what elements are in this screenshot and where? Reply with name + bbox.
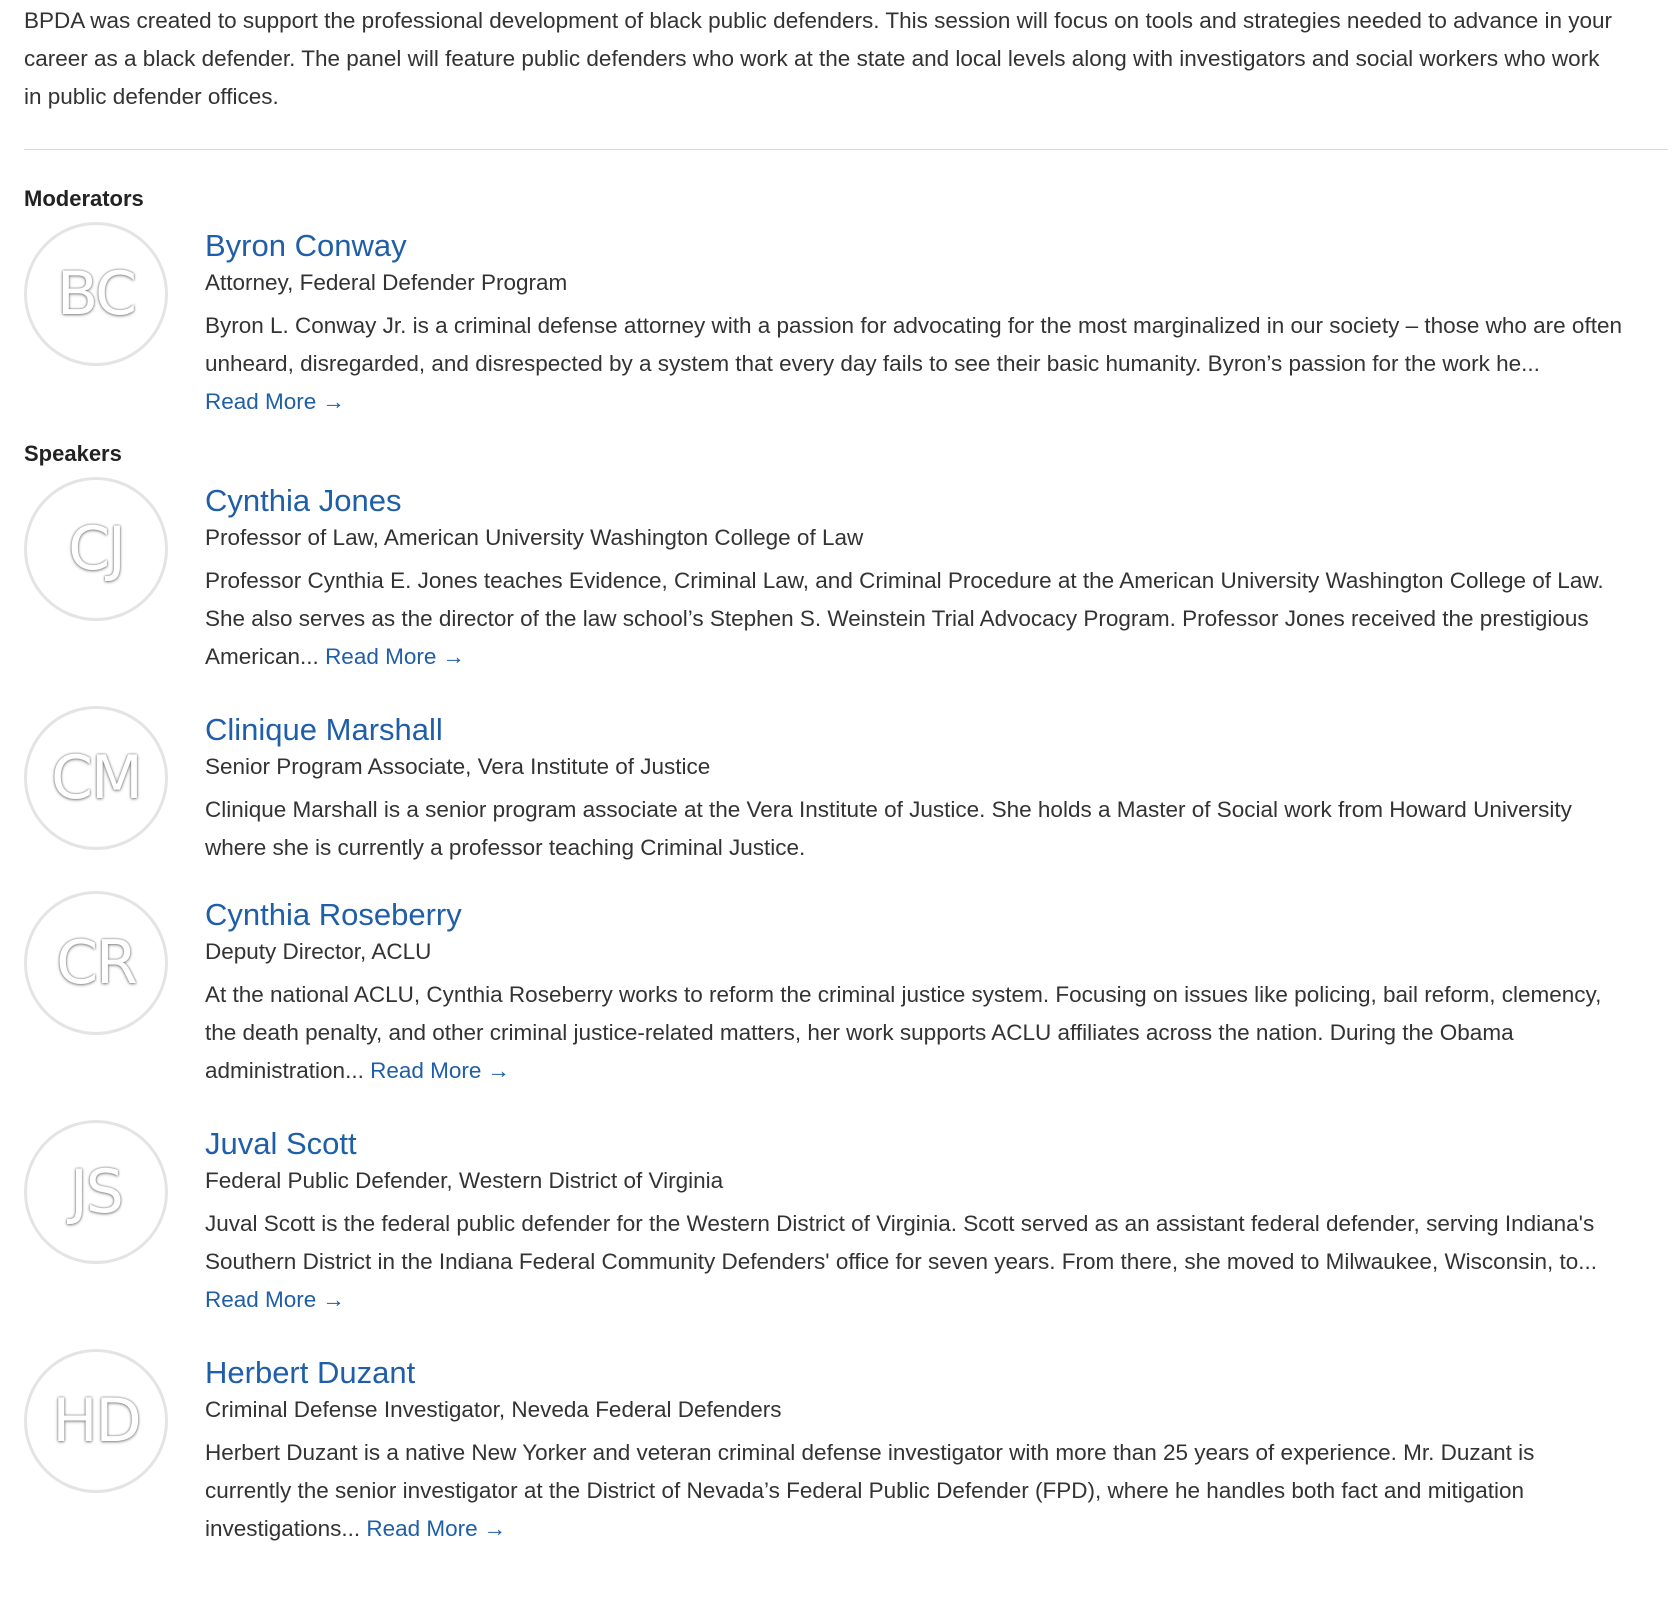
person-bio xyxy=(205,1205,1626,1319)
person-bio xyxy=(205,976,1626,1090)
person-name-link[interactable]: Clinique Marshall xyxy=(205,712,443,747)
person-bio xyxy=(205,791,1626,867)
avatar-initials: BC xyxy=(56,259,135,329)
avatar xyxy=(24,891,168,1035)
bio-text: At the national ACLU, Cynthia Roseberry works to reform the criminal justice system. Focusing on issues like policing, bail reform, clemency, the death penalty, and other criminal justice-related matters, her work supports ACLU affiliates across the nation. During the Obama administration... xyxy=(205,982,1602,1083)
session-description: BPDA was created to support the professional development of black public defenders. This session will focus on tools and strategies needed to advance in your career as a black defender. The panel will feature public defenders who work at the state and local levels along with investigators and social workers who work in public defender offices. xyxy=(24,8,1613,109)
speaker-cynthia-roseberry xyxy=(24,897,1656,1090)
read-more-link[interactable] xyxy=(325,644,465,669)
bio-text: Herbert Duzant is a native New Yorker and veteran criminal defense investigator with more than 25 years of experience. Mr. Duzant is currently the senior investigator at the District of Nevada’s Federal Public Defender (FPD), where he handles both fact and mitigation investigations... xyxy=(205,1440,1535,1541)
person-title: Deputy Director, ACLU xyxy=(205,939,432,964)
read-more-label: Read More xyxy=(205,1287,317,1312)
avatar-initials: CJ xyxy=(68,514,124,584)
avatar-initials: JS xyxy=(70,1157,122,1227)
speaker-clinique-marshall xyxy=(24,712,1656,867)
speaker-cynthia-jones xyxy=(24,483,1656,676)
person-name-link[interactable]: Juval Scott xyxy=(205,1126,357,1161)
avatar-initials: CR xyxy=(56,928,136,998)
person-title: Senior Program Associate, Vera Institute of Justice xyxy=(205,754,711,779)
avatar xyxy=(24,222,168,366)
read-more-link[interactable] xyxy=(370,1058,510,1083)
person-name-link[interactable]: Herbert Duzant xyxy=(205,1355,416,1390)
person-bio xyxy=(205,307,1626,421)
arrow-right-icon: → xyxy=(322,1287,345,1312)
person-details xyxy=(205,712,1656,867)
person-details xyxy=(205,1126,1656,1319)
read-more-label: Read More xyxy=(325,644,437,669)
arrow-right-icon: → xyxy=(322,389,345,414)
person-bio xyxy=(205,562,1626,676)
divider xyxy=(24,149,1668,150)
bio-text: Byron L. Conway Jr. is a criminal defense attorney with a passion for advocating for the most marginalized in our society – those who are often unheard, disregarded, and disrespected by a system that every day fails to see their basic humanity. Byron’s passion for the work he... xyxy=(205,313,1622,376)
avatar-initials: CM xyxy=(51,743,141,813)
person-name-link[interactable]: Byron Conway xyxy=(205,228,407,263)
speakers-heading: Speakers xyxy=(24,441,122,466)
avatar xyxy=(24,1120,168,1264)
person-title: Criminal Defense Investigator, Neveda Federal Defenders xyxy=(205,1397,782,1422)
session-details xyxy=(0,2,1680,1548)
read-more-label: Read More xyxy=(205,389,317,414)
person-name-link[interactable]: Cynthia Jones xyxy=(205,483,402,518)
read-more-link[interactable] xyxy=(205,389,345,414)
moderator-byron-conway xyxy=(24,228,1656,421)
person-title: Professor of Law, American University Washington College of Law xyxy=(205,525,864,550)
arrow-right-icon: → xyxy=(487,1058,510,1083)
person-title: Attorney, Federal Defender Program xyxy=(205,270,568,295)
person-bio xyxy=(205,1434,1626,1548)
arrow-right-icon: → xyxy=(442,644,465,669)
avatar-initials: HD xyxy=(52,1386,140,1456)
read-more-link[interactable] xyxy=(366,1516,506,1541)
read-more-label: Read More xyxy=(366,1516,478,1541)
read-more-link[interactable] xyxy=(205,1287,345,1312)
avatar xyxy=(24,1349,168,1493)
read-more-label: Read More xyxy=(370,1058,482,1083)
moderators-heading: Moderators xyxy=(24,186,144,211)
avatar xyxy=(24,477,168,621)
arrow-right-icon: → xyxy=(483,1516,507,1541)
speaker-herbert-duzant xyxy=(24,1355,1656,1548)
person-details xyxy=(205,228,1656,421)
person-details xyxy=(205,1355,1656,1548)
bio-text: Professor Cynthia E. Jones teaches Evidence, Criminal Law, and Criminal Procedure at the American University Washington College of Law. She also serves as the director of the law school’s Stephen S. Weinstein Trial Advocacy Program. Professor Jones received the prestigious American... xyxy=(205,568,1604,669)
person-details xyxy=(205,897,1656,1090)
person-details xyxy=(205,483,1656,676)
bio-text: Juval Scott is the federal public defender for the Western District of Virginia. Scott served as an assistant federal defender, serving Indiana's Southern District in the Indiana Federal Community Defenders' office for seven years. From there, she moved to Milwaukee, Wisconsin, to... xyxy=(205,1211,1597,1274)
person-title: Federal Public Defender, Western District of Virginia xyxy=(205,1168,724,1193)
bio-text: Clinique Marshall is a senior program associate at the Vera Institute of Justice. She holds a Master of Social work from Howard University where she is currently a professor teaching Criminal Justice. xyxy=(205,797,1572,860)
avatar xyxy=(24,706,168,850)
person-name-link[interactable]: Cynthia Roseberry xyxy=(205,897,462,932)
speaker-juval-scott xyxy=(24,1126,1656,1319)
